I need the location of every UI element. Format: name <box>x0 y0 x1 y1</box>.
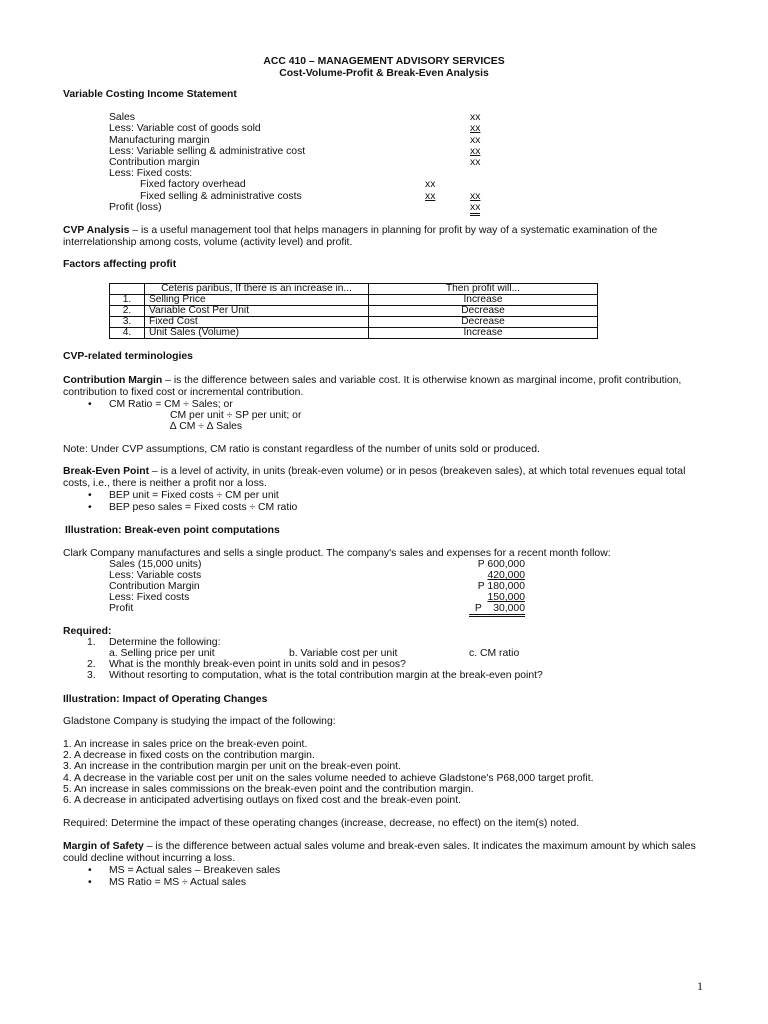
req-1c: c. CM ratio <box>469 648 520 659</box>
vcis-value: xx <box>470 135 481 146</box>
cvp-term: CVP Analysis <box>63 225 130 236</box>
page-number: 1 <box>697 979 703 993</box>
req-1: Determine the following: <box>109 637 221 648</box>
mos-definition <box>63 841 703 864</box>
illus1-label: Profit <box>109 603 134 614</box>
table-row <box>110 306 598 317</box>
req-1b: b. Variable cost per unit <box>289 648 398 659</box>
vcis-line-fixed-sga: Fixed selling & administrative costs <box>140 191 302 202</box>
table-header: Ceteris paribus, If there is an increase in... <box>145 284 369 295</box>
illus1-label: Less: Variable costs <box>109 570 202 581</box>
table-cell <box>110 284 145 295</box>
list-item: 4. A decrease in the variable cost per unit on the sales volume needed to achieve Gladstone's P68,000 target profit. <box>63 773 594 784</box>
cm-ratio-formula-3: ∆ CM ÷ ∆ Sales <box>170 421 243 432</box>
req-number: 1. <box>87 637 96 648</box>
bep-unit-formula: • BEP unit = Fixed costs ÷ CM per unit <box>109 490 279 502</box>
table-header: Then profit will... <box>369 284 598 295</box>
table-cell: Increase <box>369 295 598 306</box>
vcis-heading: Variable Costing Income Statement <box>63 89 237 100</box>
vcis-line-cm: Contribution margin <box>109 157 200 168</box>
vcis-value: xx <box>425 191 436 202</box>
vcis-line-sales: Sales <box>109 112 135 123</box>
vcis-value: xx <box>470 202 480 216</box>
page-title: ACC 410 – MANAGEMENT ADVISORY SERVICES <box>263 56 505 67</box>
illus1-label: Less: Fixed costs <box>109 592 190 603</box>
vcis-value: xx <box>470 146 481 157</box>
vcis-line-profit: Profit (loss) <box>109 202 162 213</box>
req-number: 2. <box>87 659 96 670</box>
table-cell: Selling Price <box>145 295 369 306</box>
mos-formula: • MS = Actual sales – Breakeven sales <box>109 865 280 877</box>
table-row <box>110 295 598 306</box>
cm-ratio-formula-2: CM per unit ÷ SP per unit; or <box>170 410 302 421</box>
list-item: 1. An increase in sales price on the break-even point. <box>63 739 308 750</box>
cm-text: – is the difference between sales and variable cost. It is otherwise known as marginal income, profit contribution, contribution to fixed cost or incremental contribution. <box>63 375 682 398</box>
illus1-heading: Illustration: Break-even point computations <box>65 525 280 536</box>
table-cell: Unit Sales (Volume) <box>145 328 369 339</box>
vcis-line-var-cogs: Less: Variable cost of goods sold <box>109 123 261 134</box>
illus1-amount: P 180,000 <box>477 581 525 592</box>
terms-heading: CVP-related terminologies <box>63 351 193 362</box>
cvp-definition <box>63 225 703 248</box>
cvp-text: – is a useful management tool that helps managers in planning for profit by way of a systematic examination of the interrelationship among costs, volume (activity level) and profit. <box>63 225 658 248</box>
illus1-intro: Clark Company manufactures and sells a single product. The company's sales and expenses for a recent month follow: <box>63 548 611 559</box>
list-item: 6. A decrease in anticipated advertising outlays on fixed cost and the break-even point. <box>63 795 461 806</box>
table-cell: Increase <box>369 328 598 339</box>
cm-term: Contribution Margin <box>63 375 163 386</box>
cm-note: Note: Under CVP assumptions, CM ratio is constant regardless of the number of units sold or produced. <box>63 444 540 455</box>
vcis-line-fixed-costs: Less: Fixed costs: <box>109 168 193 179</box>
vcis-value: xx <box>470 112 481 123</box>
illus1-amount: P 30,000 <box>469 603 525 617</box>
bep-term: Break-Even Point <box>63 466 150 477</box>
page-subtitle: Cost-Volume-Profit & Break-Even Analysis <box>279 68 489 79</box>
table-cell: 4. <box>110 328 145 339</box>
illus2-heading: Illustration: Impact of Operating Changes <box>63 694 268 705</box>
req-2: What is the monthly break-even point in units sold and in pesos? <box>109 659 406 670</box>
vcis-value: xx <box>470 123 481 134</box>
vcis-value: xx <box>470 157 481 168</box>
illus2-required: Required: Determine the impact of these operating changes (increase, decrease, no effect) on the item(s) noted. <box>63 818 580 829</box>
list-item: 5. An increase in sales commissions on the break-even point and the contribution margin. <box>63 784 474 795</box>
req-number: 3. <box>87 670 96 681</box>
vcis-value: xx <box>425 179 436 190</box>
table-cell: Variable Cost Per Unit <box>145 306 369 317</box>
illus1-label: Contribution Margin <box>109 581 200 592</box>
illus1-amount: 150,000 <box>487 592 525 603</box>
table-cell: Decrease <box>369 306 598 317</box>
vcis-line-var-sga: Less: Variable selling & administrative cost <box>109 146 306 157</box>
cm-ratio-formula-1: • CM Ratio = CM ÷ Sales; or <box>109 399 233 411</box>
required-label: Required: <box>63 626 112 637</box>
vcis-line-fixed-foh: Fixed factory overhead <box>140 179 246 190</box>
factors-table <box>109 283 598 339</box>
bep-peso-formula: • BEP peso sales = Fixed costs ÷ CM ratio <box>109 502 297 514</box>
bep-definition <box>63 466 703 489</box>
table-cell: 2. <box>110 306 145 317</box>
cm-definition <box>63 375 703 398</box>
illus2-intro: Gladstone Company is studying the impact of the following: <box>63 716 336 727</box>
bep-text: – is a level of activity, in units (break-even volume) or in pesos (breakeven sales), at which total revenues equal total costs, i.e., there is neither a profit nor a loss. <box>63 466 686 489</box>
table-row <box>110 328 598 339</box>
list-item: 3. An increase in the contribution margin per unit on the break-even point. <box>63 761 401 772</box>
req-1a: a. Selling price per unit <box>109 648 215 659</box>
table-cell: Decrease <box>369 317 598 328</box>
mos-term: Margin of Safety <box>63 841 144 852</box>
vcis-value: xx <box>470 191 481 202</box>
mos-ratio-formula: • MS Ratio = MS ÷ Actual sales <box>109 877 246 889</box>
illus1-amount: 420,000 <box>487 570 525 581</box>
req-3: Without resorting to computation, what is the total contribution margin at the break-even point? <box>109 670 543 681</box>
illus1-amount: P 600,000 <box>477 559 525 570</box>
table-row <box>110 284 598 295</box>
illus1-label: Sales (15,000 units) <box>109 559 202 570</box>
mos-text: – is the difference between actual sales volume and break-even sales. It indicates the maximum amount by which sales could decline without incurring a loss. <box>63 841 696 864</box>
table-cell: 3. <box>110 317 145 328</box>
table-row <box>110 317 598 328</box>
table-cell: 1. <box>110 295 145 306</box>
factors-heading: Factors affecting profit <box>63 259 177 270</box>
table-cell: Fixed Cost <box>145 317 369 328</box>
vcis-line-mfg-margin: Manufacturing margin <box>109 135 210 146</box>
list-item: 2. A decrease in fixed costs on the contribution margin. <box>63 750 315 761</box>
